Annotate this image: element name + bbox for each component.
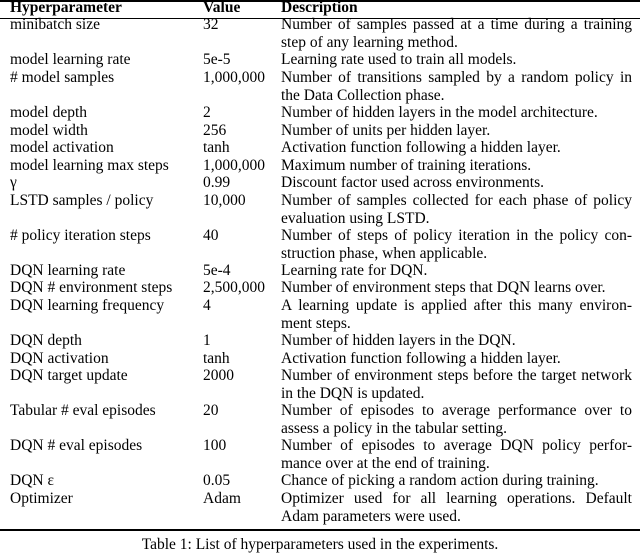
value-cell: tanh xyxy=(203,139,230,156)
param-cell: model learning max steps xyxy=(10,157,169,174)
description-line-1: Number of steps of policy iteration in the policy con- xyxy=(281,227,632,244)
description-cell xyxy=(281,227,632,262)
description-line-1: Optimizer used for all learning operations. Default xyxy=(281,490,632,507)
description-line-1: Number of samples passed at a time during a training xyxy=(281,16,632,33)
param-cell: DQN # environment steps xyxy=(10,279,173,296)
param-cell: model activation xyxy=(10,139,114,156)
value-cell: 20 xyxy=(203,402,219,419)
value-cell: 0.99 xyxy=(203,174,231,191)
description-line-1: Chance of picking a random action during training. xyxy=(281,472,599,489)
description-line-1: Number of hidden layers in the DQN. xyxy=(281,332,516,349)
param-cell: model depth xyxy=(10,104,88,121)
param-cell: DQN learning frequency xyxy=(10,297,165,314)
param-cell: DQN target update xyxy=(10,367,128,384)
description-line-1: Activation function following a hidden layer. xyxy=(281,139,561,156)
description-cell xyxy=(281,472,632,490)
param-cell: DQN learning rate xyxy=(10,262,126,279)
value-cell: tanh xyxy=(203,350,230,367)
param-cell: DQN ε xyxy=(10,472,54,489)
description-cell xyxy=(281,157,632,175)
description-cell xyxy=(281,69,632,104)
value-cell: 2,500,000 xyxy=(203,279,265,296)
description-line-1: Discount factor used across environments. xyxy=(281,174,545,191)
description-cell xyxy=(281,350,632,368)
param-cell: Tabular # eval episodes xyxy=(10,402,156,419)
value-cell: 4 xyxy=(203,297,211,314)
value-cell: 5e-5 xyxy=(203,51,231,68)
table-bottom-rule xyxy=(0,529,640,531)
header-hyperparameter: Hyperparameter xyxy=(10,0,122,16)
description-line-1: Learning rate for DQN. xyxy=(281,262,428,279)
value-cell: 5e-4 xyxy=(203,262,231,279)
description-line-1: Number of environment steps before the target network xyxy=(281,367,632,384)
param-cell: model width xyxy=(10,122,88,139)
header-description: Description xyxy=(281,0,358,16)
description-line-2: struction phase, when applicable. xyxy=(281,244,488,262)
description-line-2: step of any learning method. xyxy=(281,33,458,51)
description-cell xyxy=(281,139,632,157)
description-cell xyxy=(281,437,632,472)
description-line-2: assess a policy in the tabular setting. xyxy=(281,419,507,437)
table-caption: Table 1: List of hyperparameters used in the experiments. xyxy=(141,536,499,553)
description-cell xyxy=(281,174,632,192)
description-line-1: Number of samples collected for each phase of policy xyxy=(281,192,632,209)
description-cell xyxy=(281,122,632,140)
description-cell xyxy=(281,279,632,297)
param-cell: Optimizer xyxy=(10,490,73,507)
value-cell: 2000 xyxy=(203,367,234,384)
description-line-1: Number of transitions sampled by a random policy in xyxy=(281,69,632,86)
description-line-1: A learning update is applied after this many environ- xyxy=(281,297,632,314)
value-cell: 1,000,000 xyxy=(203,157,265,174)
param-cell: γ xyxy=(10,174,17,191)
value-cell: 256 xyxy=(203,122,227,139)
description-line-2: evaluation using LSTD. xyxy=(281,209,430,227)
description-line-1: Maximum number of training iterations. xyxy=(281,157,532,174)
description-line-1: Learning rate used to train all models. xyxy=(281,51,517,68)
description-line-1: Number of units per hidden layer. xyxy=(281,122,491,139)
param-cell: DQN depth xyxy=(10,332,82,349)
description-line-1: Number of hidden layers in the model architecture. xyxy=(281,104,598,121)
param-cell: minibatch size xyxy=(10,16,100,33)
description-line-1: Number of environment steps that DQN learns over. xyxy=(281,279,606,296)
description-line-2: mance over at the end of training. xyxy=(281,454,490,472)
description-line-1: Number of episodes to average DQN policy perfor- xyxy=(281,437,632,454)
param-cell: LSTD samples / policy xyxy=(10,192,154,209)
description-cell xyxy=(281,192,632,227)
value-cell: 100 xyxy=(203,437,227,454)
description-line-2: in the DQN is updated. xyxy=(281,384,425,402)
header-value: Value xyxy=(203,0,241,16)
description-line-2: ment steps. xyxy=(281,314,351,332)
value-cell: 32 xyxy=(203,16,219,33)
description-cell xyxy=(281,104,632,122)
description-line-2: the Data Collection phase. xyxy=(281,86,445,104)
value-cell: 10,000 xyxy=(203,192,246,209)
description-cell xyxy=(281,402,632,437)
param-cell: DQN # eval episodes xyxy=(10,437,143,454)
description-cell xyxy=(281,51,632,69)
value-cell: 1,000,000 xyxy=(203,69,265,86)
description-line-1: Number of episodes to average performance over to xyxy=(281,402,632,419)
value-cell: 0.05 xyxy=(203,472,231,489)
description-cell xyxy=(281,332,632,350)
value-cell: 40 xyxy=(203,227,219,244)
description-cell xyxy=(281,367,632,402)
value-cell: 1 xyxy=(203,332,211,349)
param-cell: # policy iteration steps xyxy=(10,227,151,244)
description-line-1: Activation function following a hidden layer. xyxy=(281,350,561,367)
param-cell: # model samples xyxy=(10,69,115,86)
description-cell xyxy=(281,297,632,332)
description-cell xyxy=(281,262,632,280)
param-cell: model learning rate xyxy=(10,51,131,68)
description-cell xyxy=(281,16,632,51)
description-line-2: Adam parameters were used. xyxy=(281,507,461,525)
param-cell: DQN activation xyxy=(10,350,109,367)
description-cell xyxy=(281,490,632,525)
value-cell: 2 xyxy=(203,104,211,121)
value-cell: Adam xyxy=(203,490,241,507)
